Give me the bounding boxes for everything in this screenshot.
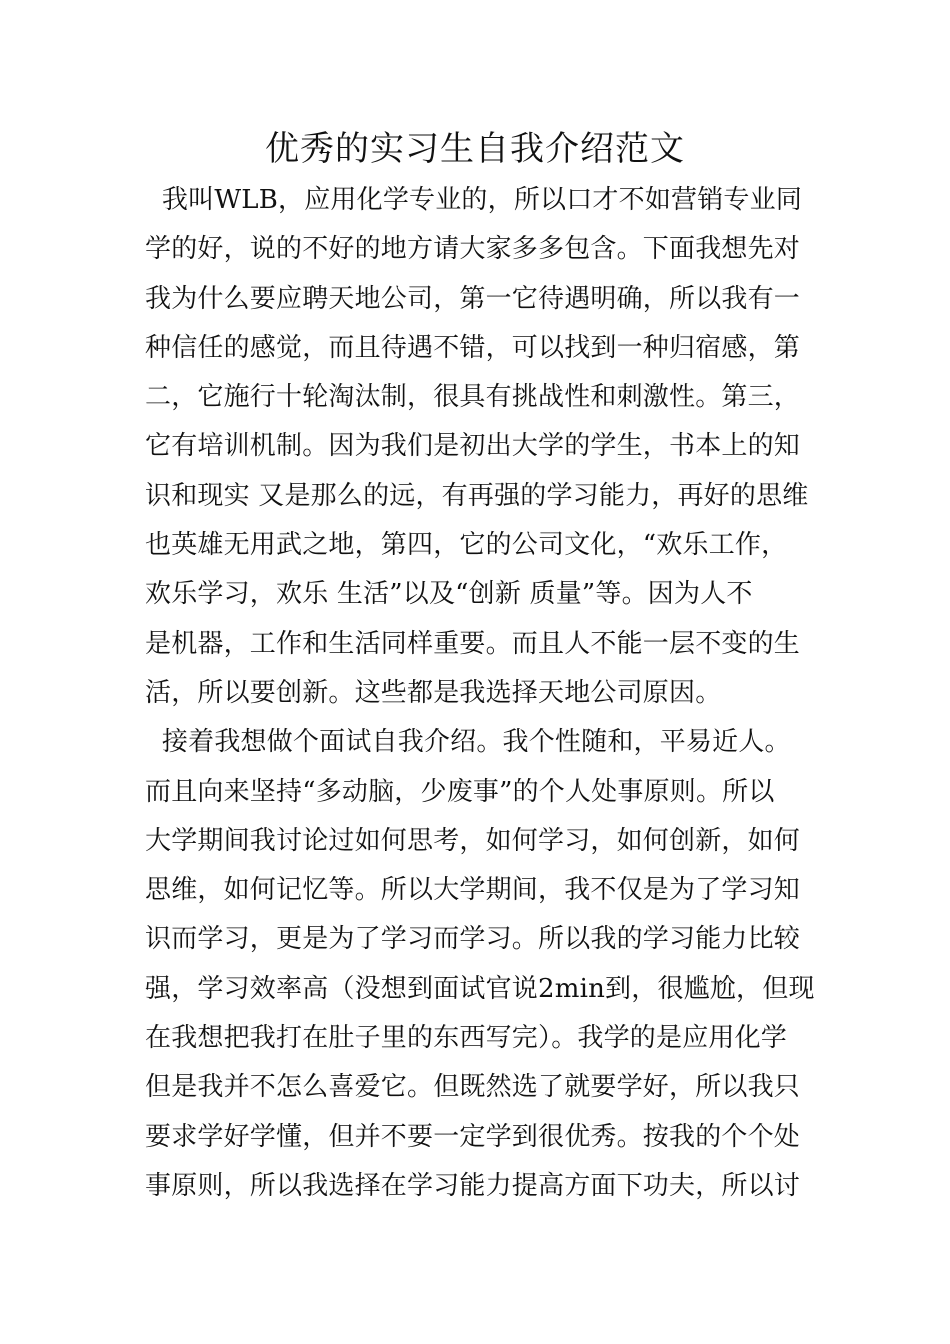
text-line: 欢乐学习，欢乐 生活”以及“创新 质量”等。因为人不 (145, 579, 753, 610)
text-line: 在我想把我打在肚子里的东西写完）。我学的是应用化学 (145, 1023, 788, 1054)
text-line: 我为什么要应聘天地公司，第一它待遇明确，所以我有一 (145, 283, 801, 314)
text-line: 但是我并不怎么喜爱它。但既然选了就要学好，所以我只 (145, 1072, 801, 1103)
document-title: 优秀的实习生自我介绍范文 (265, 129, 685, 169)
text-line: 也英雄无用武之地，第四，它的公司文化，“欢乐工作， (145, 530, 788, 561)
text-line: 识和现实 又是那么的远，有再强的学习能力，再好的思维 (145, 480, 809, 511)
text-line: 它有培训机制。因为我们是初出大学的学生，书本上的知 (145, 431, 801, 462)
text-line: 而且向来坚持“多动脑，少废事”的个人处事原则。所以 (145, 776, 775, 807)
text-line: 思维，如何记忆等。所以大学期间，我不仅是为了学习知 (145, 875, 801, 906)
document-body (145, 176, 845, 1211)
text-line: 识而学习，更是为了学习而学习。所以我的学习能力比较 (145, 924, 801, 955)
text-line: 要求学好学懂，但并不要一定学到很优秀。按我的个个处 (145, 1121, 801, 1152)
text-line: 是机器，工作和生活同样重要。而且人不能一层不变的生 (145, 628, 801, 659)
text-line: 强，学习效率高（没想到面试官说2min到，很尴尬，但现 (145, 973, 815, 1004)
text-line: 事原则，所以我选择在学习能力提高方面下功夫，所以讨 (145, 1170, 801, 1201)
text-line: 大学期间我讨论过如何思考，如何学习，如何创新，如何 (145, 825, 801, 856)
text-line: 活，所以要创新。这些都是我选择天地公司原因。 (145, 677, 722, 708)
text-line: 种信任的感觉，而且待遇不错，可以找到一种归宿感，第 (145, 332, 801, 363)
text-line: 我叫WLB，应用化学专业的，所以口才不如营销专业同 (145, 185, 803, 215)
text-line: 接着我想做个面试自我介绍。我个性随和，平易近人。 (145, 727, 791, 758)
text-line: 二，它施行十轮淘汰制，很具有挑战性和刺激性。第三， (145, 382, 801, 413)
text-line: 学的好，说的不好的地方请大家多多包含。下面我想先对 (145, 234, 801, 265)
